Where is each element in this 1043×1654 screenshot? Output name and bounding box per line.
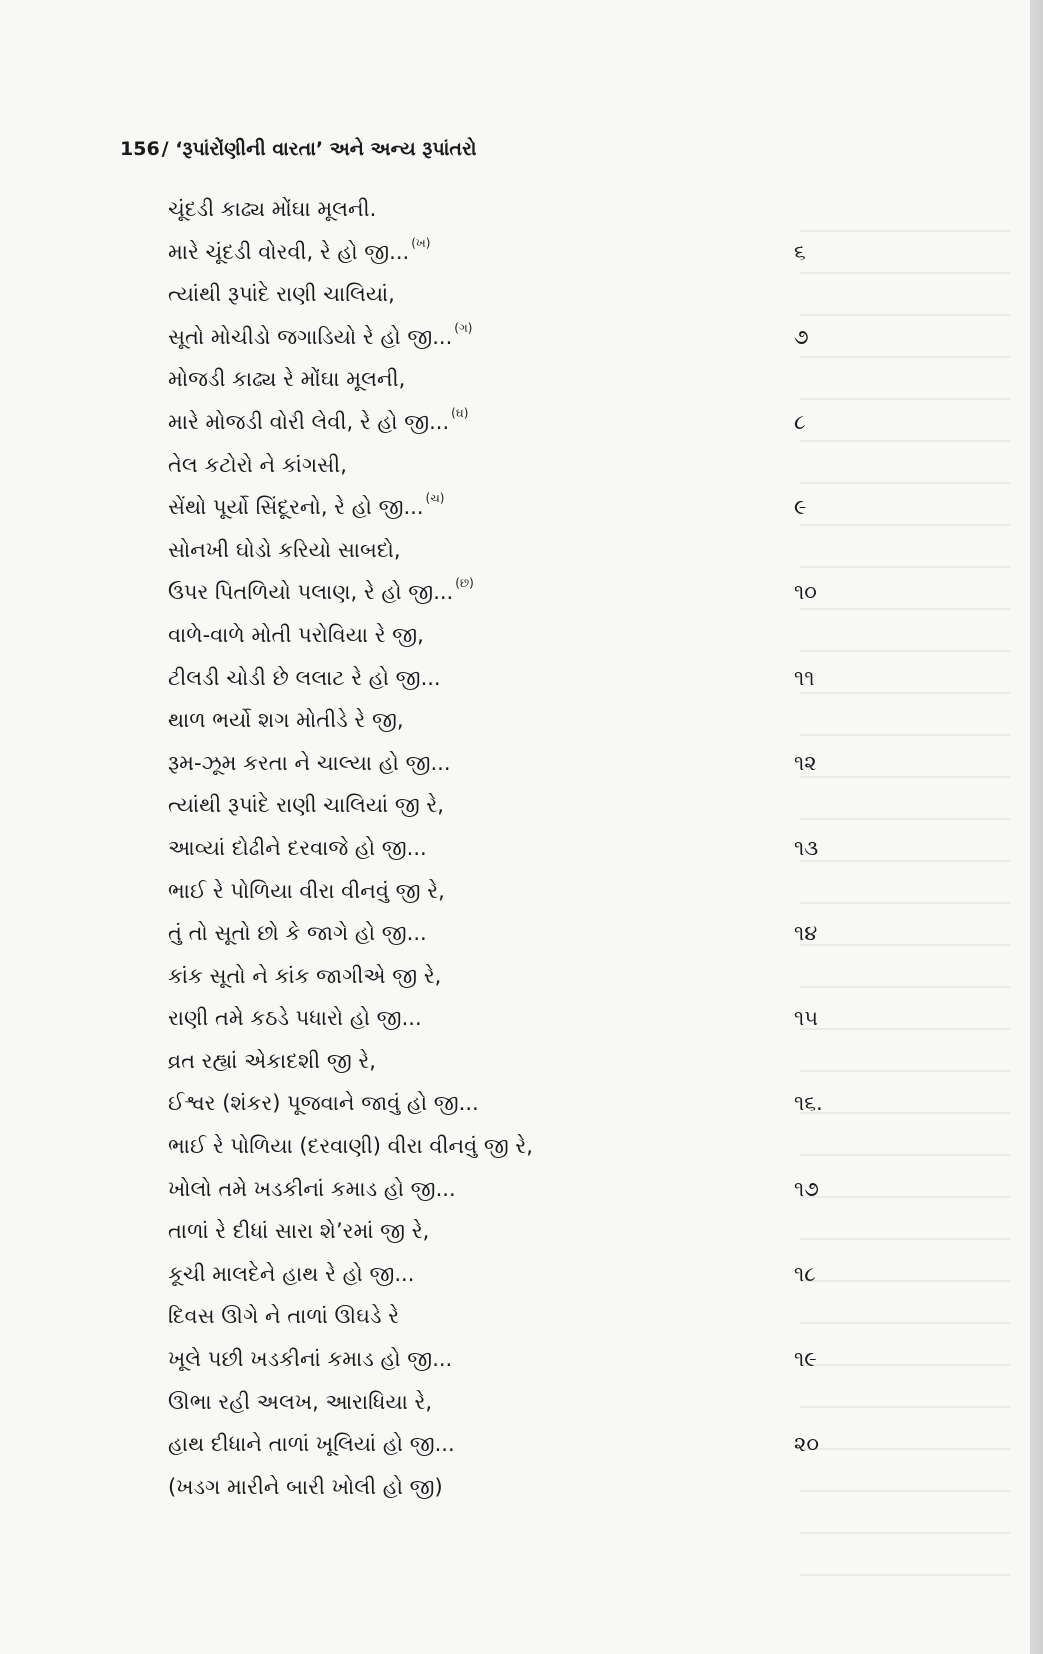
verse-line [168, 444, 828, 487]
verse-line [168, 1168, 828, 1211]
verse-line [168, 231, 828, 274]
page-edge [1030, 0, 1043, 1654]
verse-text: સૂતો મોચીડો જગાડિયો રે હો જી... [168, 324, 453, 349]
verse-line [168, 1381, 828, 1424]
verse-text: આવ્યાં દોઢીને દરવાજે હો જી... [168, 835, 427, 860]
verse-text: વાળે-વાળે મોતી પરોવિયા રે જી, [168, 622, 424, 647]
verse-text: સોનખી ઘોડો કરિયો સાબદો, [168, 537, 401, 562]
verse-text: મારે ચૂંદડી વોરવી, રે હો જી... [168, 239, 410, 264]
verse-text: મોજડી કાઢ્ય રે મોંઘા મૂલની, [168, 367, 406, 392]
verse-number: ૧૮ [794, 1261, 816, 1286]
verse-line [168, 699, 828, 742]
verse-line [168, 784, 828, 827]
verse-text: મારે મોજડી વોરી લેવી, રે હો જી... [168, 409, 450, 434]
verse-line [168, 188, 828, 231]
verse-text: તેલ કટોરો ને કાંગસી, [168, 452, 347, 477]
verse-text: થાળ ભર્યો શગ મોતીડે રે જી, [168, 708, 404, 733]
verse-line [168, 1295, 828, 1338]
verse-text: ઈશ્વર (શંકર) પૂજવાને જાવું હો જી... [168, 1091, 479, 1116]
verse-line [168, 571, 828, 614]
verse-text: ખૂલે પછી ખડકીનાં કમાડ હો જી... [168, 1347, 453, 1372]
verse-text: ત્યાંથી રૂપાંદે રાણી ચાલિયાં, [168, 282, 395, 307]
verse-line [168, 827, 828, 870]
verse-number: ૮ [794, 409, 806, 434]
verse-text: દિવસ ઊગે ને તાળાં ઊઘડે રે [168, 1304, 400, 1329]
verse-number: ૬ [794, 239, 806, 264]
verse-number: ૧૨ [794, 750, 817, 775]
verse-line [168, 273, 828, 316]
verse-line [168, 529, 828, 572]
verse-number: ૨૦ [794, 1432, 819, 1457]
verse-line [168, 997, 828, 1040]
verse-line [168, 870, 828, 913]
verse-number: ૯ [794, 495, 807, 520]
verse-line [168, 1040, 828, 1083]
footnote-marker: (ચ) [425, 491, 445, 506]
verse-text: ચૂંદડી કાઢ્ય મોંઘા મૂલની. [168, 197, 377, 221]
verse-number: ૭ [794, 324, 809, 349]
verse-line [168, 1253, 828, 1296]
verse-text: ઊભા રહી અલખ, આરાધિયા રે, [168, 1389, 433, 1414]
verse-text: ભાઈ રે પોળિયા (દરવાણી) વીરા વીનવું જી રે, [168, 1134, 533, 1159]
verse-line [168, 401, 828, 444]
verse-number: ૧૯ [794, 1347, 817, 1372]
verse-text: સેંથો પૂર્યો સિંદૂરનો, રે હો જી... [168, 495, 424, 520]
verse-text: ટીલડી ચોડી છે લલાટ રે હો જી... [168, 665, 441, 690]
verse-line [168, 1338, 828, 1381]
verse-text: ત્યાંથી રૂપાંદે રાણી ચાલિયાં જી રે, [168, 793, 444, 818]
verse-number: ૧૦ [794, 580, 817, 605]
verse-line [168, 1125, 828, 1168]
show-through-text [800, 200, 1010, 1580]
footnote-marker: (છ) [455, 576, 474, 591]
page-number: 156 [120, 138, 160, 160]
verse-text: કાંક સૂતો ને કાંક જાગીએ જી રે, [168, 963, 442, 988]
verse-line [168, 955, 828, 998]
verse-number: ૧૬. [794, 1091, 823, 1116]
verse-number: ૧૭ [794, 1176, 819, 1201]
running-header [120, 138, 477, 160]
header-title: / ‘રૂપાંરોંણીની વારતા’ અને અન્ય રૂપાંતરો [161, 138, 477, 160]
verse-number: ૧૫ [794, 1006, 819, 1031]
verse-line [168, 486, 828, 529]
verse-text: કૂચી માલદેને હાથ રે હો જી... [168, 1261, 415, 1286]
verse-text: ખોલો તમે ખડકીનાં કમાડ હો જી... [168, 1176, 456, 1201]
verse-line [168, 1082, 828, 1125]
verse-text: ભાઈ રે પોળિયા વીરા વીનવું જી રે, [168, 878, 445, 903]
verse-line [168, 1423, 828, 1466]
footnote-marker: (ગ) [454, 320, 473, 335]
verse-line [168, 614, 828, 657]
verse-line [168, 316, 828, 359]
verse-text: તાળાં રે દીધાં સારા શે’રમાં જી રે, [168, 1219, 430, 1244]
verse-text: રૂમ-ઝૂમ કરતા ને ચાલ્યા હો જી... [168, 750, 451, 775]
verse-line [168, 1466, 828, 1509]
verse-line [168, 657, 828, 700]
verse-text: હાથ દીધાને તાળાં ખૂલિયાં હો જી... [168, 1432, 455, 1457]
verse-number: ૧૪ [794, 921, 818, 946]
verse-line [168, 1210, 828, 1253]
verse-text: રાણી તમે કઠડે પધારો હો જી... [168, 1006, 422, 1031]
footnote-marker: (ખ) [411, 235, 431, 250]
verse-text: વ્રત રહ્યાં એકાદશી જી રે, [168, 1048, 376, 1073]
verse-number: ૧૩ [794, 835, 819, 860]
verse-number: ૧૧ [794, 665, 815, 690]
verse-text: તું તો સૂતો છો કે જાગે હો જી... [168, 921, 427, 946]
verse-line [168, 358, 828, 401]
verse-line [168, 912, 828, 955]
footnote-marker: (ઘ) [451, 405, 469, 420]
verse-text: ઉપર પિતળિયો પલાણ, રે હો જી... [168, 580, 454, 605]
verse-line [168, 742, 828, 785]
verse-block [168, 188, 828, 1508]
verse-text: (ખડગ મારીને બારી ખોલી હો જી) [168, 1474, 443, 1499]
